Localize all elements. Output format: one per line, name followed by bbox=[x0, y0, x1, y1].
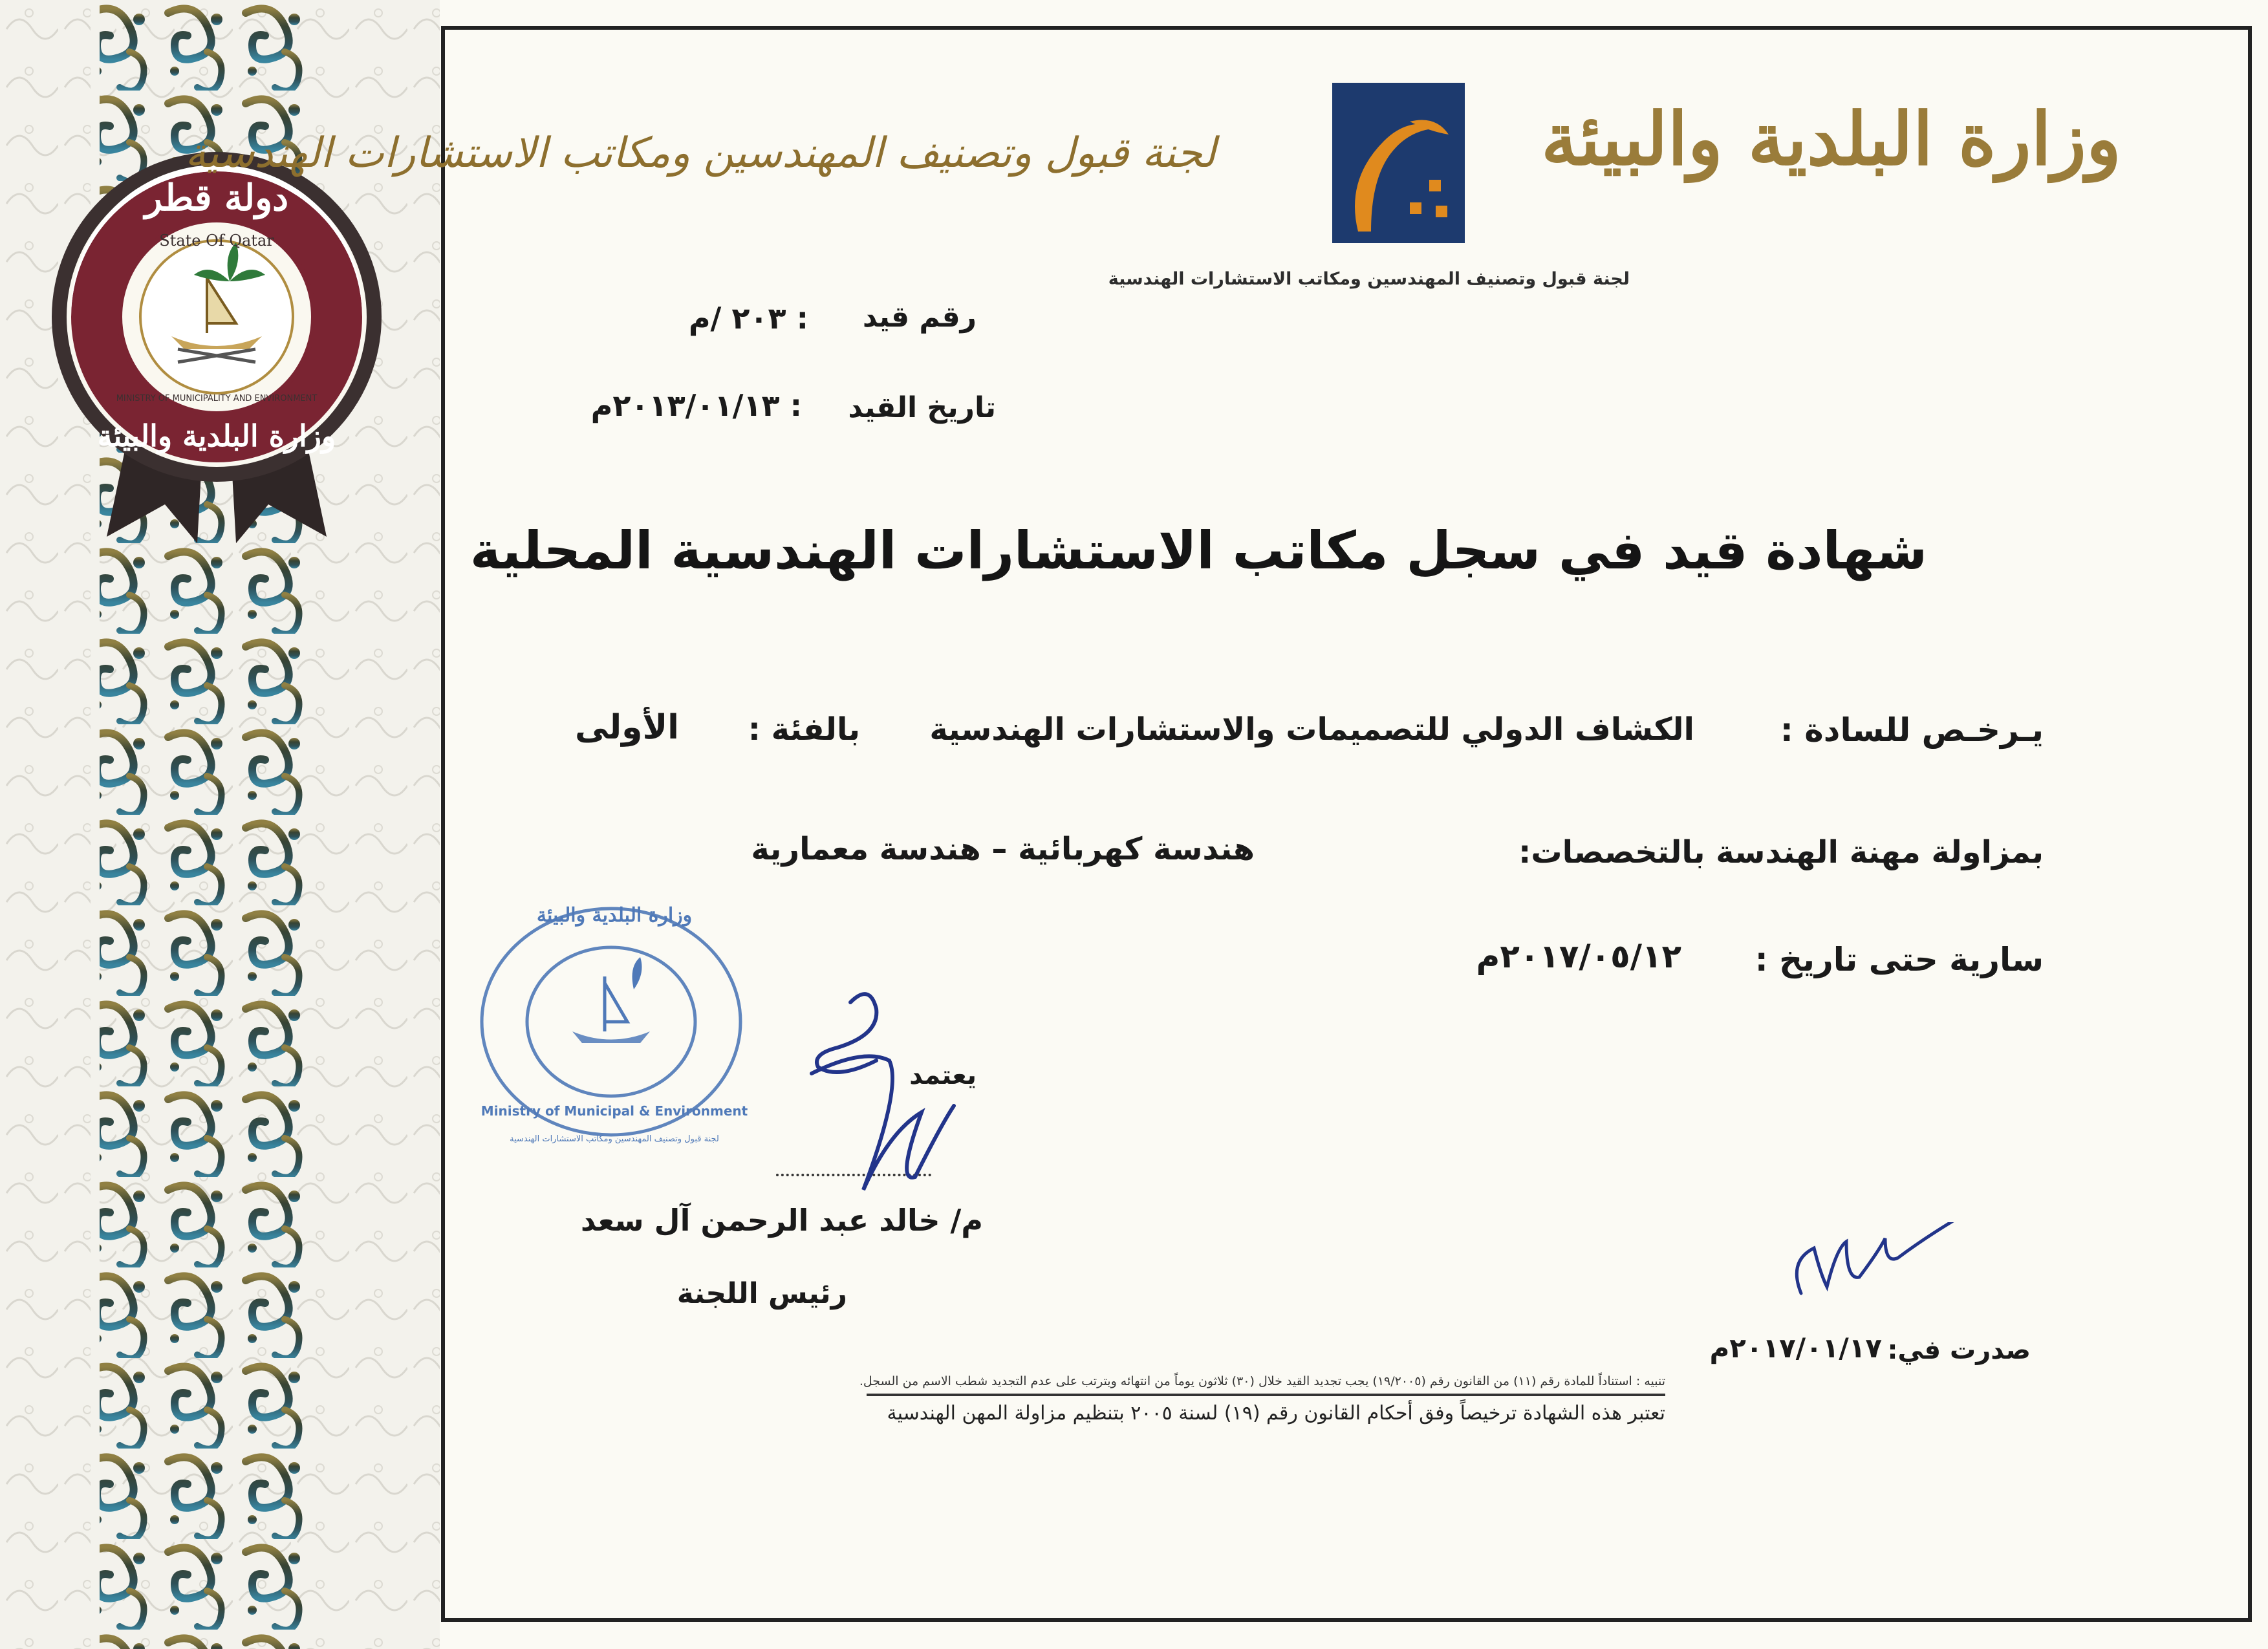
seal-ministry-en: MINISTRY OF MUNICIPALITY AND ENVIRONMENT bbox=[116, 394, 318, 404]
issuer-signature bbox=[1775, 1222, 1969, 1306]
registration-number-label: رقم قيد bbox=[862, 301, 977, 334]
category-label: بالفئة : bbox=[748, 711, 860, 748]
registration-date-label: تاريخ القيد bbox=[848, 391, 996, 424]
chairman-signature bbox=[773, 976, 973, 1209]
official-stamp bbox=[453, 892, 757, 1164]
registration-date-value: : ٢٠١٣/٠١/١٣م bbox=[590, 388, 802, 423]
licensed-to-label: يـرخـص للسادة : bbox=[1780, 711, 2044, 749]
committee-subtitle: لجنة قبول وتصنيف المهندسين ومكاتب الاستشارات الهندسية bbox=[1108, 269, 1630, 289]
committee-logo-icon bbox=[1332, 83, 1465, 243]
category-value: الأولى bbox=[574, 708, 679, 747]
committee-title: لجنة قبول وتصنيف المهندسين ومكاتب الاستشارات الهندسية bbox=[185, 129, 1216, 177]
stamp-en-text: Ministry of Municipal & Environment bbox=[481, 1103, 748, 1119]
ministry-title: وزارة البلدية والبيئة bbox=[1541, 97, 2121, 182]
seal-ministry-ar: وزارة البلدية والبيئة bbox=[97, 418, 336, 453]
specialties-value: هندسة كهربائية – هندسة معمارية bbox=[751, 831, 1255, 867]
footer-divider bbox=[867, 1394, 1665, 1396]
issued-date: ٢٠١٧/٠١/١٧م bbox=[1709, 1332, 1882, 1364]
seal-country-en: State Of Qatar bbox=[159, 232, 274, 250]
stamp-bottom-text: لجنة قبول وتصنيف المهندسين ومكاتب الاستشارات الهندسية bbox=[510, 1134, 719, 1144]
approve-label: يعتمد bbox=[909, 1061, 977, 1090]
valid-until-value: ٢٠١٧/٠٥/١٢م bbox=[1476, 938, 1681, 975]
stamp-ar-text: وزارة البلدية والبيئة bbox=[536, 904, 693, 927]
signer-role: رئيس اللجنة bbox=[676, 1277, 847, 1310]
seal-country-ar: دولة قطر bbox=[144, 177, 289, 219]
ministry-seal-emblem bbox=[36, 142, 398, 543]
specialties-label: بمزاولة مهنة الهندسة بالتخصصات: bbox=[1518, 834, 2044, 870]
issued-label: صدرت في: bbox=[1887, 1335, 2031, 1365]
certificate-title: شهادة قيد في سجل مكاتب الاستشارات الهندسية المحلية bbox=[470, 521, 1927, 581]
renewal-notice: تنبيه : استناداً للمادة رقم (١١) من القانون رقم (١٩/٢٠٠٥) يجب تجديد القيد خلال (٣٠) ثلاثون يوماً من انتهائه ويترتب على عدم التجديد شطب الاسم من السجل. bbox=[859, 1374, 1665, 1388]
signer-name: م/ خالد عبد الرحمن آل سعد bbox=[580, 1203, 983, 1238]
valid-until-label: سارية حتى تاريخ : bbox=[1755, 941, 2044, 978]
license-note: تعتبر هذه الشهادة ترخيصاً وفق أحكام القانون رقم (١٩) لسنة ٢٠٠٥ بتنظيم مزاولة المهن الهندسية bbox=[887, 1402, 1665, 1425]
registration-number-value: : ٢٠٣ /م bbox=[688, 301, 808, 336]
licensee-name: الكشاف الدولي للتصميمات والاستشارات الهندسية bbox=[929, 711, 1694, 748]
